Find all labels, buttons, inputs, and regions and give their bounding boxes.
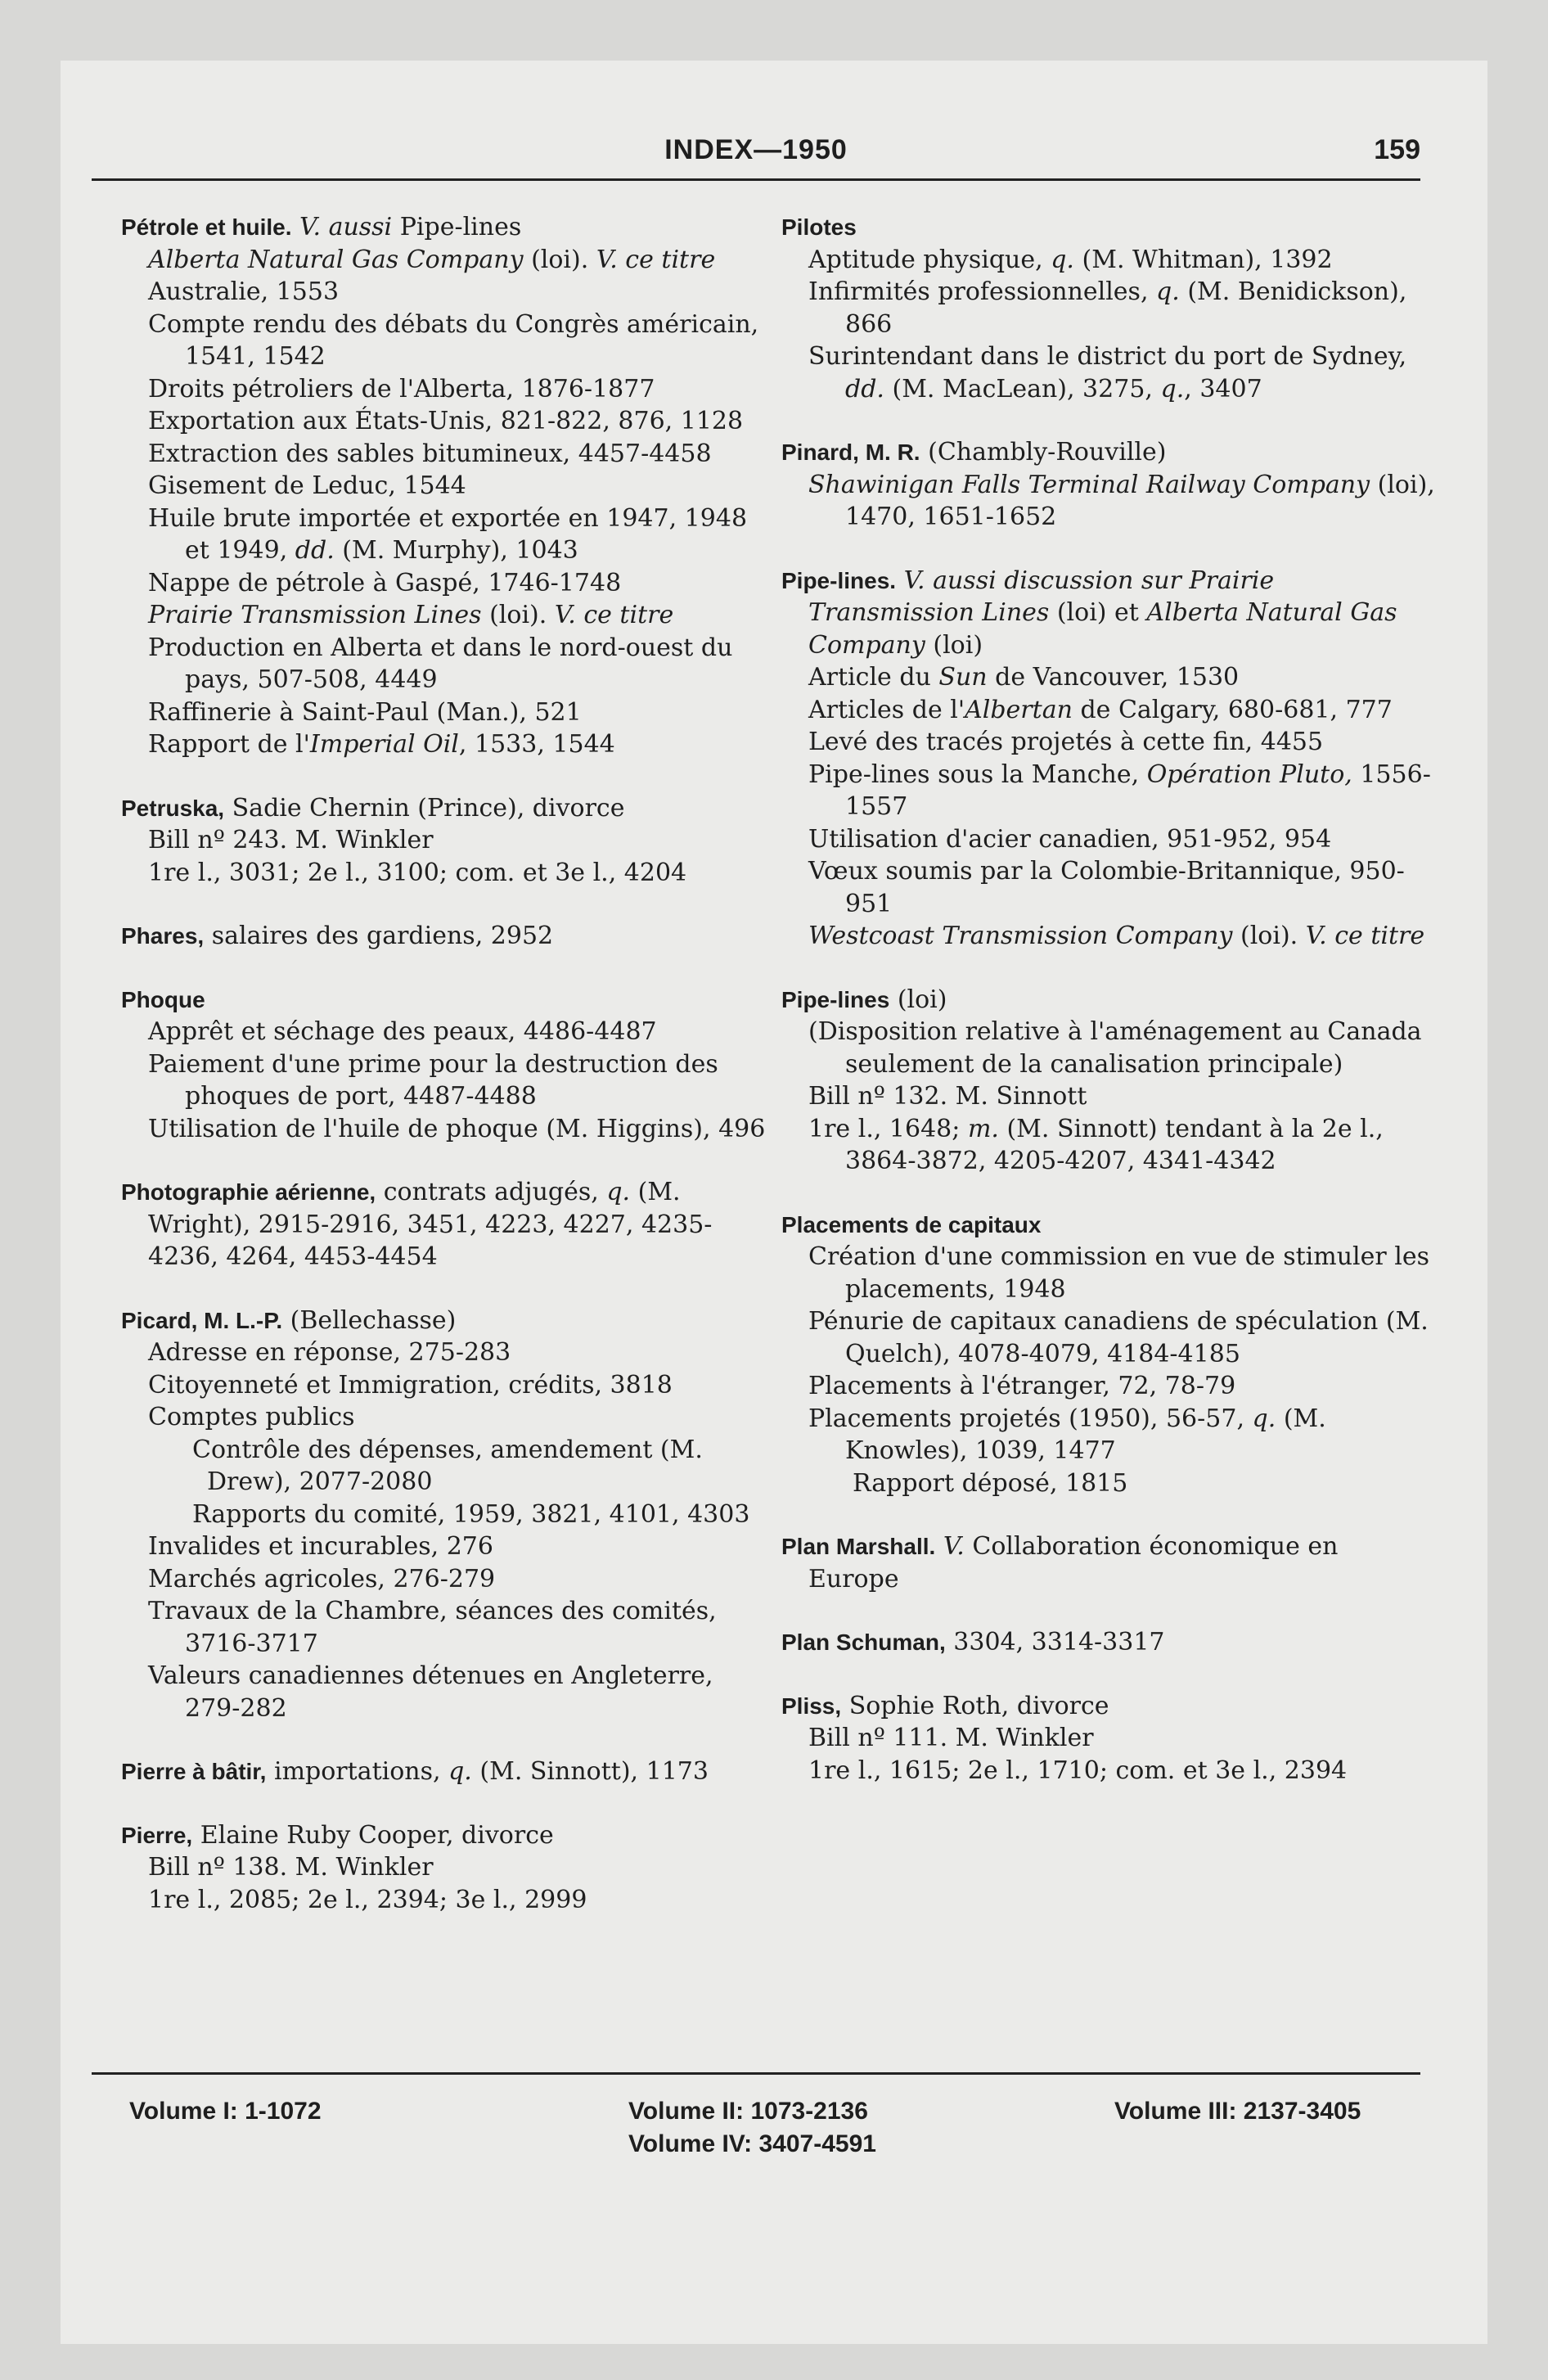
text: (M. Knowles), 1039, 1477 [845,1404,1326,1465]
text: (M. Wright), 2915-2916, 3451, 4223, 4227, 4235-4236, 4264, 4453-4454 [148,1178,713,1271]
entry-line: Valeurs canadiennes détenues en Angleterre, 279-282 [148,1661,713,1723]
text: (M. MacLean), 3275, [892,374,1153,403]
abbrev: q. [1252,1404,1276,1433]
entry-line: 1re l., 1615; 2e l., 1710; com. et 3e l., 2394 [808,1756,1348,1785]
text: Placements projetés (1950), 56-57, [808,1404,1244,1433]
entry-line: Apprêt et séchage des peaux, 4486-4487 [148,1017,657,1046]
right-column [781,211,1436,1818]
index-entry-phoque [121,984,776,1146]
entry-line: Australie, 1553 [148,277,340,306]
header-rule [92,178,1420,181]
entry-heading-line [781,436,1436,469]
index-entry-pliss [781,1690,1436,1787]
entry-line [121,503,776,567]
entry-line: Création d'une commission en vue de stimuler les placements, 1948 [808,1242,1429,1304]
text: , 1533, 1544 [458,730,615,759]
entry-line: Invalides et incurables, 276 [148,1532,493,1561]
entry-subline: Rapports du comité, 1959, 3821, 4101, 4303 [192,1499,750,1529]
abbrev: q. [1160,374,1185,403]
entry-line [121,244,776,277]
text: (Chambly-Rouville) [928,438,1167,467]
entry-line [781,1113,1436,1178]
index-entry-placements [781,1209,1436,1500]
abbrev: q. [1156,277,1180,306]
text: (M. Murphy), 1043 [342,536,578,565]
entry-headword: Pliss, [781,1693,842,1719]
text: 3304, 3314-3317 [953,1628,1165,1657]
text: Sadie Chernin (Prince), divorce [232,793,625,823]
entry-heading-line [121,211,776,244]
index-title: INDEX—1950 [664,134,848,165]
entry-heading-line [781,984,1436,1016]
entry-line: Gisement de Leduc, 1544 [148,471,466,500]
entry-line: Bill nº 243. M. Winkler [148,826,434,854]
entry-headword: Pétrole et huile. [121,214,292,240]
text: , 3407 [1184,374,1262,403]
bill-name: Westcoast Transmission Company [808,922,1233,950]
text: de Vancouver, 1530 [995,663,1240,692]
text: Surintendant dans le district du port de Sydney, [808,342,1407,371]
entry-heading-line [121,1819,776,1852]
text: (M. Whitman), 1392 [1082,245,1333,274]
abbrev: q. [606,1178,631,1206]
publication: Albertan [965,695,1073,724]
entry-line [781,244,1436,277]
entry-line: Production en Alberta et dans le nord-ouest du pays, 507-508, 4449 [148,633,733,694]
text: Infirmités professionnelles, [808,277,1149,306]
index-entry-petrole [121,211,776,761]
entry-line: Vœux soumis par la Colombie-Britannique, 950-951 [808,857,1405,918]
left-column [121,211,776,1947]
entry-headword: Pierre à bâtir, [121,1759,267,1784]
bill-name: Alberta Natural Gas Company [148,245,524,274]
entry-line: Pénurie de capitaux canadiens de spéculation (M. Quelch), 4078-4079, 4184-4185 [808,1307,1429,1368]
entry-headword: Pipe-lines. [781,567,897,593]
entry-headword: Placements de capitaux [781,1211,1042,1237]
operation-name: Opération Pluto, [1146,760,1352,789]
entry-headword: Phares, [121,923,205,949]
text: (M. Sinnott), 1173 [479,1757,709,1786]
index-entry-pierre [121,1819,776,1917]
entry-line [121,728,776,761]
text: (loi) et [1056,598,1139,627]
entry-line: 1re l., 2085; 2e l., 2394; 3e l., 2999 [148,1885,587,1914]
entry-line: Levé des tracés projetés à cette fin, 4455 [808,728,1324,756]
index-entry-pipelines-loi [781,984,1436,1178]
entry-line [781,276,1436,340]
entry-headword: Phoque [121,986,205,1012]
entry-subline: Rapport déposé, 1815 [853,1468,1128,1498]
text: (M. Benidickson), 866 [845,277,1407,339]
index-entry-pilotes [781,211,1436,405]
index-entry-plan-schuman [781,1626,1436,1659]
text: de Calgary, 680-681, 777 [1080,695,1393,724]
text: Aptitude physique, [808,245,1043,274]
index-entry-photographie [121,1176,776,1273]
cross-ref: V. ce titre [1305,922,1425,950]
entry-line: Exportation aux États-Unis, 821-822, 876, 1128 [148,407,744,435]
entry-line [781,759,1436,823]
entry-line [781,661,1436,694]
volume-range-2: Volume II: 1073-2136 [628,2098,868,2125]
entry-line: 1re l., 3031; 2e l., 3100; com. et 3e l., 4204 [148,858,687,887]
entry-line: Paiement d'une prime pour la destruction des phoques de port, 4487-4488 [148,1049,718,1111]
entry-line: Placements à l'étranger, 72, 78-79 [808,1372,1236,1400]
text: Pipe-lines sous la Manche, [808,760,1140,789]
text: Sophie Roth, divorce [848,1691,1109,1720]
index-entry-petruska [121,792,776,890]
entry-line: Travaux de la Chambre, séances des comités, 3716-3717 [148,1597,717,1658]
entry-line: Raffinerie à Saint-Paul (Man.), 521 [148,697,582,727]
entry-heading-line [781,1690,1436,1723]
text: (loi). [489,601,547,629]
publication: Sun [938,663,988,692]
entry-line: Comptes publics [148,1403,355,1431]
entry-heading-line [781,1530,1436,1595]
abbrev: m. [967,1114,999,1143]
text: 1556-1557 [845,760,1431,821]
entry-heading-line [781,211,1436,244]
entry-heading-line [781,1626,1436,1659]
cross-ref: V. ce titre [554,601,674,629]
text: Articles de l' [808,695,965,724]
entry-heading-line [121,920,776,953]
abbrev: dd. [845,374,884,403]
entry-headword: Pilotes [781,214,857,240]
entry-line: Citoyenneté et Immigration, crédits, 3818 [148,1370,673,1400]
abbrev: dd. [295,536,335,565]
entry-headword: Petruska, [121,795,225,821]
entry-heading-line [121,1305,776,1337]
volume-range-1: Volume I: 1-1072 [129,2098,322,2125]
text: Article du [808,663,931,692]
text: Elaine Ruby Cooper, divorce [200,1820,554,1850]
volume-range-4: Volume IV: 3407-4591 [628,2130,876,2157]
entry-line: Extraction des sables bitumineux, 4457-4458 [148,439,712,468]
text: importations, [273,1757,441,1786]
cross-ref: V. ce titre [596,245,716,274]
cross-ref: V. [943,1532,965,1561]
index-entry-phares [121,920,776,953]
volume-range-2-4 [628,2095,876,2161]
entry-heading-line [121,984,776,1016]
cross-ref: V. [299,213,322,241]
entry-line: Bill nº 138. M. Winkler [148,1853,434,1882]
text: Rapport de l' [148,730,310,759]
entry-heading-line [781,565,1436,662]
entry-heading-line [781,1209,1436,1242]
entry-headword: Pipe-lines [781,986,890,1012]
entry-line: Bill nº 132. M. Sinnott [808,1082,1087,1111]
entry-heading-line [121,1756,776,1788]
index-entry-picard [121,1305,776,1725]
entry-headword: Picard, M. L.-P. [121,1307,283,1333]
cross-ref-aussi: aussi [328,213,393,241]
text: (loi). [531,245,589,274]
index-entry-pipelines [781,565,1436,953]
entry-line [781,469,1436,534]
entry-headword: Pierre, [121,1822,193,1848]
index-entry-pinard [781,436,1436,534]
bill-name: Shawinigan Falls Terminal Railway Company [808,470,1370,499]
entry-line: Adresse en réponse, 275-283 [148,1338,511,1367]
text: (loi). [1240,922,1298,950]
entry-heading-line [121,1176,776,1273]
text: (M. Sinnott) tendant à la 2e l., 3864-3872, 4205-4207, 4341-4342 [845,1114,1384,1175]
bill-name: Alberta Natural Gas Company [808,598,1397,660]
entry-line: Compte rendu des débats du Congrès américain, 1541, 1542 [148,309,759,371]
volume-range-3: Volume III: 2137-3405 [1114,2098,1361,2125]
entry-line: Utilisation de l'huile de phoque (M. Higgins), 496 [148,1114,766,1143]
entry-headword: Plan Schuman, [781,1629,946,1655]
entry-headword: Photographie aérienne, [121,1179,376,1205]
entry-heading-line [121,792,776,825]
entry-line [781,1403,1436,1467]
footer-rule [92,2072,1420,2075]
entry-line [781,340,1436,405]
entry-line: Nappe de pétrole à Gaspé, 1746-1748 [148,568,622,597]
bill-name: Prairie Transmission Lines [148,601,482,629]
page-header [92,134,1420,167]
abbrev: q. [448,1757,472,1786]
entry-line [121,599,776,632]
text: salaires des gardiens, 2952 [211,922,554,950]
text: (loi) [897,985,947,1014]
entry-line: Droits pétroliers de l'Alberta, 1876-1877 [148,374,655,403]
publication: Imperial Oil [309,730,459,759]
cross-ref-target: Pipe-lines [399,213,522,241]
cross-ref-target: Collaboration économique en Europe [808,1532,1339,1593]
entry-line: Marchés agricoles, 276-279 [148,1564,496,1593]
cross-ref: V. aussi discussion sur Prairie Transmission Lines [808,566,1275,627]
entry-headword: Pinard, M. R. [781,439,920,465]
entry-subline: Contrôle des dépenses, amendement (M. Drew), 2077-2080 [192,1435,703,1496]
entry-line: (Disposition relative à l'aménagement au Canada seulement de la canalisation principale) [808,1017,1422,1079]
text: Huile brute importée et exportée en 1947, 1948 et 1949, [148,503,748,565]
text: contrats adjugés, [383,1178,599,1206]
text: 1re l., 1648; [808,1114,961,1143]
entry-line: Utilisation d'acier canadien, 951-952, 954 [808,824,1332,854]
text: (Bellechasse) [290,1305,457,1335]
entry-headword: Plan Marshall. [781,1534,936,1559]
text: (loi) [933,630,983,660]
page-number: 159 [1374,134,1420,165]
entry-line: Bill nº 111. M. Winkler [808,1724,1094,1752]
entry-line [781,920,1436,953]
entry-line [781,694,1436,727]
text: (loi), 1470, 1651-1652 [845,470,1435,531]
index-entry-plan-marshall [781,1530,1436,1595]
index-entry-pierre-batir [121,1756,776,1788]
abbrev: q. [1051,245,1074,274]
